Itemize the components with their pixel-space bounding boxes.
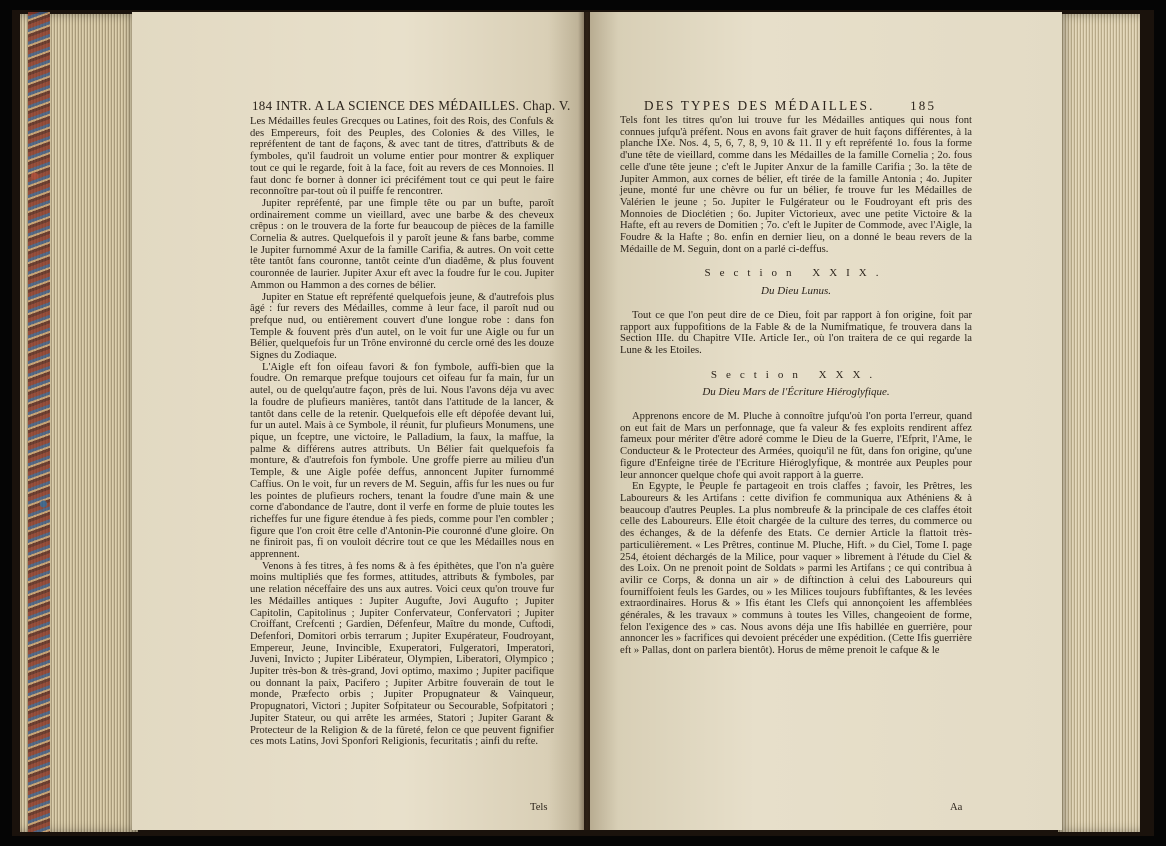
marbled-edge: [28, 12, 50, 832]
section-xxix-subtitle: Du Dieu Lunus.: [761, 285, 831, 298]
left-paragraph-4: L'Aigle eft fon oifeau favori & fon fymbole, auffi-bien que la foudre. On remarque prefque toujours cet oifeau fur fa main, fur un autel, ou de quelqu'autre façon, près de lui. Nous l'avons déja vu avec la foudre de plufieurs manières, tantôt dans l'attitude de la lancer, & tantôt dans celle de la retenir. Quelquefois elle eft dépofée devant lui, fur un autel. Mais à ce Symbole, il réunit, fur plufieurs Monumens, une pique, un fceptre, une victoire, le Palladium, la faux, la maffue, la palme & différens autres attributs. Un Bélier fait quelquefois fa monture, & d'autrefois fon fymbole. Une groffe pierre au milieu d'un Temple, & une Aigle pofée deffus, annoncent Jupiter furnommé Caffius. On le voit, fur un revers de M. Seguin, affis fur les nues ou fur les pointes de plufieurs rochers, tenant la foudre d'une main & une corne d'abondance de l'autre, dont il verfe en forme de pluie toutes les richeffes fur une figure étendue à fes pieds, comme pour l'en combler ; figure que l'on croit être celle d'Antonin-Pie couronné d'une gloire. On ne finiroit pas, fi on vouloit décrire tout ce que les Médailles nous en apprennent.: [250, 361, 554, 561]
right-page-edges: [1058, 14, 1140, 832]
section-xxx-paragraph-2: En Egypte, le Peuple fe partageoit en trois claffes ; favoir, les Prêtres, les Laboureurs & les Artifans : cette divifion fe communiqua aux Athéniens & à beaucoup d'autres Peuples. La plus nombreufe & la principale de ces claffes étoit celle des Laboureurs. Elle étoit chargée de la culture des terres, du commerce ou des échanges, & de la défenfe des Etats. Ce dernier Article la flattoit très-particulièrement. « Les Prêtres, continue M. Pluche, Hift. » du Ciel, Tome I. page 254, étoient déchargés de la Milice, pour vaquer » librement à l'étude du Ciel & des Loix. On ne prenoit point de Soldats » parmi les Artifans ; ce qui contribua à avilir ce Corps, & donna un air » de diftinction à celui des Laboureurs qui fourniffoient feuls les Gardes, ou » les Milices toujours fubfiftantes, & les levées extraordinaires. Horus & » Ifis étant les Clefs qui annonçoient les affemblées générales, & les travaux » communs à toutes les Villes, changeoient de forme, felon l'exigence des » cas. Nous avons déja une Ifis habillée en guerrière, pour annoncer les » facrifices qui devoient précéder une expédition. (Cette Ifis guerrière eft » Pallas, dont on parlera bientôt). Horus de même prenoit le cafque & le: [620, 481, 972, 657]
section-xxx-paragraph-1: Apprenons encore de M. Pluche à connoître jufqu'où l'on porta l'erreur, quand on eut fait de Mars un perfonnage, que fa valeur & fes exploits rendirent affez fameux pour mériter d'être adoré comme le Dieu de la Guerre, l'Efprit, l'Ame, le Conducteur & le Protecteur des Armées, quoiqu'il ne fût, dans fon origine, qu'une figure d'Enfeigne tirée de l'Ecriture Hiéroglyfique, & montrée aux Peuples pour leur annoncer quelque chofe qui avoit rapport à la guerre.: [620, 411, 972, 481]
right-catchword: Aa: [950, 802, 963, 813]
right-page: [590, 12, 1062, 830]
right-opening-paragraph: Tels font les titres qu'on lui trouve fur les Médailles antiques qui nous font connues jufqu'à préfent. Nous en avons fait graver de huit façons différentes, à la planche IXe. Nos. 4, 5, 6, 7, 8, 9, 10 & 11. Il y eft repréfenté 1o. fous la forme d'une tête de vieillard, comme dans les Médailles de la famille Cornelia ; 2o. fous celle d'une tête jeune ; c'eft le Jupiter Anxur de la famille Carifia ; 3o. la tête de Jupiter Ammon, aux cornes de bélier, eft tirée de la famille Antonia ; 4o. Jupiter jeune, monté fur une chèvre ou fur un bélier, fe trouve fur les Médailles de Valérien le jeune ; 5o. Jupiter le Fulgérateur ou le Foudroyant eft pris des Monnoies de Dioclétien ; 6o. Jupiter Victorieux, avec une petite Victoire & la Hafte, eft au revers de Domitien ; 7o. c'eft le Jupiter de Commode, avec l'Aigle, la Foudre & la Hafte ; 8o. enfin en dernier lieu, on a donné le beau revers de la Médaille de M. Seguin, dont on a parlé ci-deffus.: [620, 115, 972, 255]
left-folio: 184: [252, 98, 273, 113]
section-xxx-title: Section XXX.: [710, 368, 882, 381]
right-running-head: [644, 98, 936, 114]
left-body-text: [250, 116, 554, 748]
left-paragraph-1: Les Médailles feules Grecques ou Latines, foit des Rois, des Confuls & des Empereurs, foit des Peuples, des Colonies & des Villes, le repréfentent de tant de façons, & avec tant de titres, d'attributs & de fymboles, qu'il faudroit un volume entier pour montrer & expliquer tout ce qui le regarde, foit à la face, foit au revers de ces Monnoies. Il faut donc fe borner à donner ici précifément tout ce qui peut le faire reconnoître par-tout où il puiffe fe rencontrer.: [250, 116, 554, 198]
section-xxix-paragraph: Tout ce que l'on peut dire de ce Dieu, foit par rapport à fon origine, foit par rapport aux fuppofitions de la Fable & de la Numifmatique, fe trouvera dans la Section IIIe. du Chapitre VIIe. Article Ier., où l'on traitera de ce qui regarde la Lune & les Etoiles.: [620, 309, 972, 356]
right-folio: 185: [910, 98, 937, 113]
right-body-text: [620, 115, 972, 657]
left-running-head: [252, 98, 571, 114]
left-paragraph-2: Jupiter repréfenté, par une fimple tête ou par un bufte, paroît ordinairement comme un vieillard, avec une barbe & des cheveux crêpus : on le trouvera de la forte fur beaucoup de pièces de la famille Cornelia & autres. Quelquefois il y paroît jeune & fans barbe, comme le Jupiter furnommé Axur de la famille Carifia, & autres. On voit cette tête tantôt fans couronne, tantôt ceinte d'un diadême, & plus fouvent couronnée de laurier. Jupiter Axur eft avec la foudre fur le cou. Jupiter Ammon ou Hammon a des cornes de bélier.: [250, 197, 554, 291]
section-xxix-title: Section XXIX.: [704, 267, 888, 280]
left-catchword: Tels: [530, 802, 548, 813]
section-xxx-subtitle: Du Dieu Mars de l'Écriture Hiéroglyfique.: [702, 386, 890, 399]
right-running-title: DES TYPES DES MÉDAILLES.: [644, 98, 875, 113]
left-running-title: INTR. A LA SCIENCE DES MÉDAILLES. Chap. V.: [276, 98, 571, 113]
left-paragraph-3: Jupiter en Statue eft repréfenté quelquefois jeune, & d'autrefois plus âgé : fur revers des Médailles, comme à leur face, il paroît nud ou prefque nud, ou entièrement couvert d'une longue robe : dans fon Temple & fouvent près d'un autel, on le voit fur une Aigle ou fur un Bélier, quelquefois fur un Trône environné du cercle orné des les douze Signes du Zodiaque.: [250, 291, 554, 362]
left-paragraph-5: Venons à fes titres, à fes noms & à fes épithètes, que l'on n'a guère moins multipliés que fes formes, attitudes, attributs & fymboles, par une relation néceffaire des uns aux autres. Voici ceux qu'on trouve fur les Médailles antiques : Jupiter Augufte, Jovi Augufto ; Jupiter Capitolin, Capitolinus ; Jupiter Confervateur, Confervatori ; Jupiter Croiffant, Crefcenti ; Gardien, Défenfeur, Maître du monde, Cuftodi, Defenfori, Domitori orbis terrarum ; Jupiter Exupérateur, Foudroyant, Empereur, Jeune, Invincible, Exuperatori, Fulgeratori, Imperatori, Juveni, Invicto ; Jupiter Libérateur, Olympien, Liberatori, Olympico ; Jupiter très-bon & très-grand, Jovi optimo, maximo ; Jupiter pacifique ou donnant la paix, Pacifero ; Jupiter Arbitre fouverain de tout le monde, Præfecto orbis ; Jupiter Propugnateur & Vainqueur, Propugnatori, Victori ; Jupiter Sofpitateur ou Secourable, Sofpitatori ; Jupiter Stateur, ou qui arrête les armées, Statori ; Jupiter Garant & Protecteur de la Religion & de la fûreté, felon ce que peuvent fignifier ces mots Latins, Jovi Sponfori Religionis, fecuritatis ; ainfi du refte.: [250, 560, 554, 748]
left-page: [132, 12, 584, 830]
